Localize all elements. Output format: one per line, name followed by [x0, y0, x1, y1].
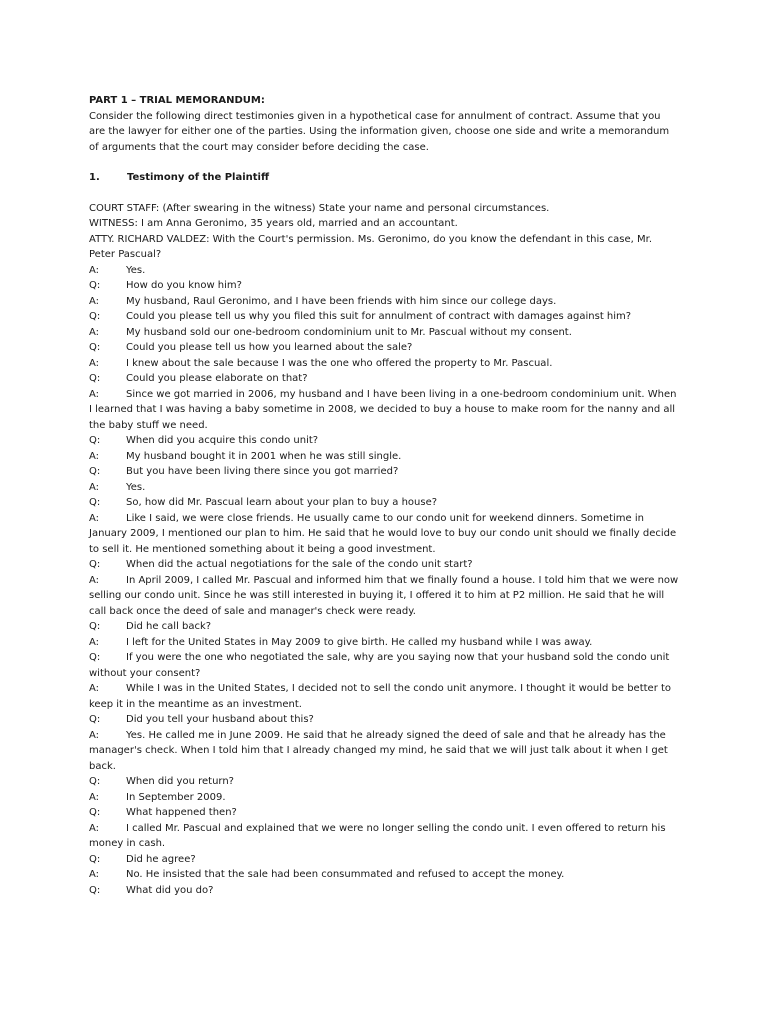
transcript-text: In September 2009. [126, 791, 226, 803]
transcript-text: Since we got married in 2006, my husband and I have been living in a one-bedroom condominium unit. When I learned that I was having a baby sometime in 2008, we decided to buy a house to make room for the nanny and all the baby stuff we need. [89, 388, 677, 431]
transcript-text: Yes. He called me in June 2009. He said that he already signed the deed of sale and that he already has the manager's check. When I told him that I already changed my mind, he said that we will just talk about it when I get back. [89, 729, 668, 772]
speaker-label: Q: [89, 621, 101, 632]
transcript-line [89, 278, 679, 294]
speaker-label: A: [89, 295, 100, 307]
transcript-text: I knew about the sale because I was the one who offered the property to Mr. Pascual. [126, 357, 553, 369]
speaker-label: Q: [89, 884, 101, 896]
preface-line: WITNESS: I am Anna Geronimo, 35 years old, married and an accountant. [89, 218, 458, 229]
transcript-line [89, 774, 679, 790]
preface-line: ATTY. RICHARD VALDEZ: With the Court's permission. Ms. Geronimo, do you know the defendant in this case, Mr. Peter Pascual? [89, 233, 653, 260]
speaker-label: A: [89, 326, 100, 338]
transcript-line [89, 650, 679, 681]
transcript-text: Did he agree? [126, 853, 196, 865]
transcript-line [89, 573, 679, 620]
transcript-line [89, 263, 679, 279]
speaker-label: Q: [89, 776, 101, 787]
speaker-label: Q: [89, 280, 101, 291]
transcript-text: While I was in the United States, I decided not to sell the condo unit anymore. I thought it would be better to keep it in the meantime as an investment. [89, 683, 672, 710]
transcript-line [89, 294, 679, 310]
section-heading [89, 170, 679, 186]
speaker-label: Q: [89, 342, 101, 353]
transcript-line [89, 867, 679, 883]
transcript-line [89, 712, 679, 728]
transcript-text: Could you please elaborate on that? [126, 373, 308, 384]
speaker-label: Q: [89, 652, 101, 663]
speaker-label: A: [89, 357, 100, 369]
speaker-label: Q: [89, 559, 101, 570]
transcript-text: When did you acquire this condo unit? [126, 435, 319, 446]
document-body [89, 93, 679, 898]
transcript-text: If you were the one who negotiated the sale, why are you saying now that your husband sold the condo unit without your consent? [89, 652, 670, 679]
speaker-label: Q: [89, 714, 101, 725]
transcript-text: Yes. [126, 481, 146, 493]
speaker-label: A: [89, 729, 100, 741]
speaker-label: A: [89, 450, 100, 462]
transcript-line [89, 681, 679, 712]
section-title: Testimony of the Plaintiff [127, 172, 270, 183]
transcript-line [89, 790, 679, 806]
transcript-line [89, 557, 679, 573]
transcript-line [89, 480, 679, 496]
transcript-text: I left for the United States in May 2009 to give birth. He called my husband while I was away. [126, 636, 593, 648]
speaker-label: Q: [89, 435, 101, 446]
transcript-line [89, 371, 679, 387]
transcript-text: So, how did Mr. Pascual learn about your plan to buy a house? [126, 497, 438, 508]
transcript-line [89, 464, 679, 480]
transcript-text: What happened then? [126, 807, 237, 818]
speaker-label: A: [89, 512, 100, 524]
transcript-line [89, 728, 679, 775]
transcript-line [89, 635, 679, 651]
transcript-line [89, 449, 679, 465]
transcript-text: I called Mr. Pascual and explained that we were no longer selling the condo unit. I even offered to return his money in cash. [89, 822, 666, 849]
transcript-text: Yes. [126, 264, 146, 276]
speaker-label: A: [89, 636, 100, 648]
speaker-label: A: [89, 822, 100, 834]
transcript-line [89, 387, 679, 434]
transcript-text: Like I said, we were close friends. He usually came to our condo unit for weekend dinners. Sometime in January 2009, I mentioned our plan to him. He said that he would love to buy our condo unit should we finally decide to sell it. He mentioned something about it being a good investment. [89, 512, 677, 555]
transcript-text: In April 2009, I called Mr. Pascual and informed him that we finally found a house. I told him that we were now selling our condo unit. Since he was still interested in buying it, I offered it to him at P2 million. He said that he will call back once the deed of sale and manager's check were ready. [89, 574, 679, 617]
speaker-label: A: [89, 388, 100, 400]
transcript-text: Could you please tell us why you filed this suit for annulment of contract with damages against him? [126, 311, 632, 322]
transcript-line [89, 325, 679, 341]
transcript-line [89, 511, 679, 558]
transcript-text: Could you please tell us how you learned about the sale? [126, 342, 413, 353]
speaker-label: A: [89, 481, 100, 493]
speaker-label: Q: [89, 807, 101, 818]
speaker-label: A: [89, 683, 100, 694]
speaker-label: A: [89, 264, 100, 276]
transcript-text: My husband, Raul Geronimo, and I have been friends with him since our college days. [126, 295, 557, 307]
transcript-text: When did the actual negotiations for the sale of the condo unit start? [126, 559, 473, 570]
preface-line: COURT STAFF: (After swearing in the witness) State your name and personal circumstances. [89, 202, 550, 214]
section-number: 1. [89, 172, 100, 183]
intro-paragraph: Consider the following direct testimonies given in a hypothetical case for annulment of contract. Assume that you are the lawyer for either one of the parties. Using the information given, choose one side and write a memorandum of arguments that the court may consider before deciding the case. [89, 110, 670, 153]
speaker-label: Q: [89, 373, 101, 384]
transcript-text: What did you do? [126, 884, 214, 896]
transcript-line [89, 619, 679, 635]
transcript-text: But you have been living there since you got married? [126, 466, 399, 477]
transcript-line [89, 821, 679, 852]
transcript-text: My husband sold our one-bedroom condominium unit to Mr. Pascual without my consent. [126, 326, 572, 338]
speaker-label: Q: [89, 853, 101, 865]
transcript-line [89, 495, 679, 511]
speaker-label: Q: [89, 466, 101, 477]
transcript-line [89, 852, 679, 868]
document-title: PART 1 – TRIAL MEMORANDUM: [89, 95, 265, 106]
transcript-line [89, 805, 679, 821]
speaker-label: A: [89, 791, 100, 803]
transcript-text: When did you return? [126, 776, 234, 787]
transcript-text: How do you know him? [126, 280, 242, 291]
transcript-text: My husband bought it in 2001 when he was still single. [126, 450, 402, 462]
transcript-line [89, 433, 679, 449]
speaker-label: A: [89, 869, 100, 880]
testimony-preface [89, 201, 679, 263]
transcript-line [89, 309, 679, 325]
transcript-text: No. He insisted that the sale had been consummated and refused to accept the money. [126, 869, 565, 880]
speaker-label: Q: [89, 497, 101, 508]
transcript-line [89, 340, 679, 356]
transcript-line [89, 883, 679, 899]
transcript-text: Did he call back? [126, 621, 212, 632]
testimony-transcript [89, 263, 679, 899]
transcript-line [89, 356, 679, 372]
speaker-label: Q: [89, 311, 101, 322]
speaker-label: A: [89, 574, 100, 586]
transcript-text: Did you tell your husband about this? [126, 714, 314, 725]
